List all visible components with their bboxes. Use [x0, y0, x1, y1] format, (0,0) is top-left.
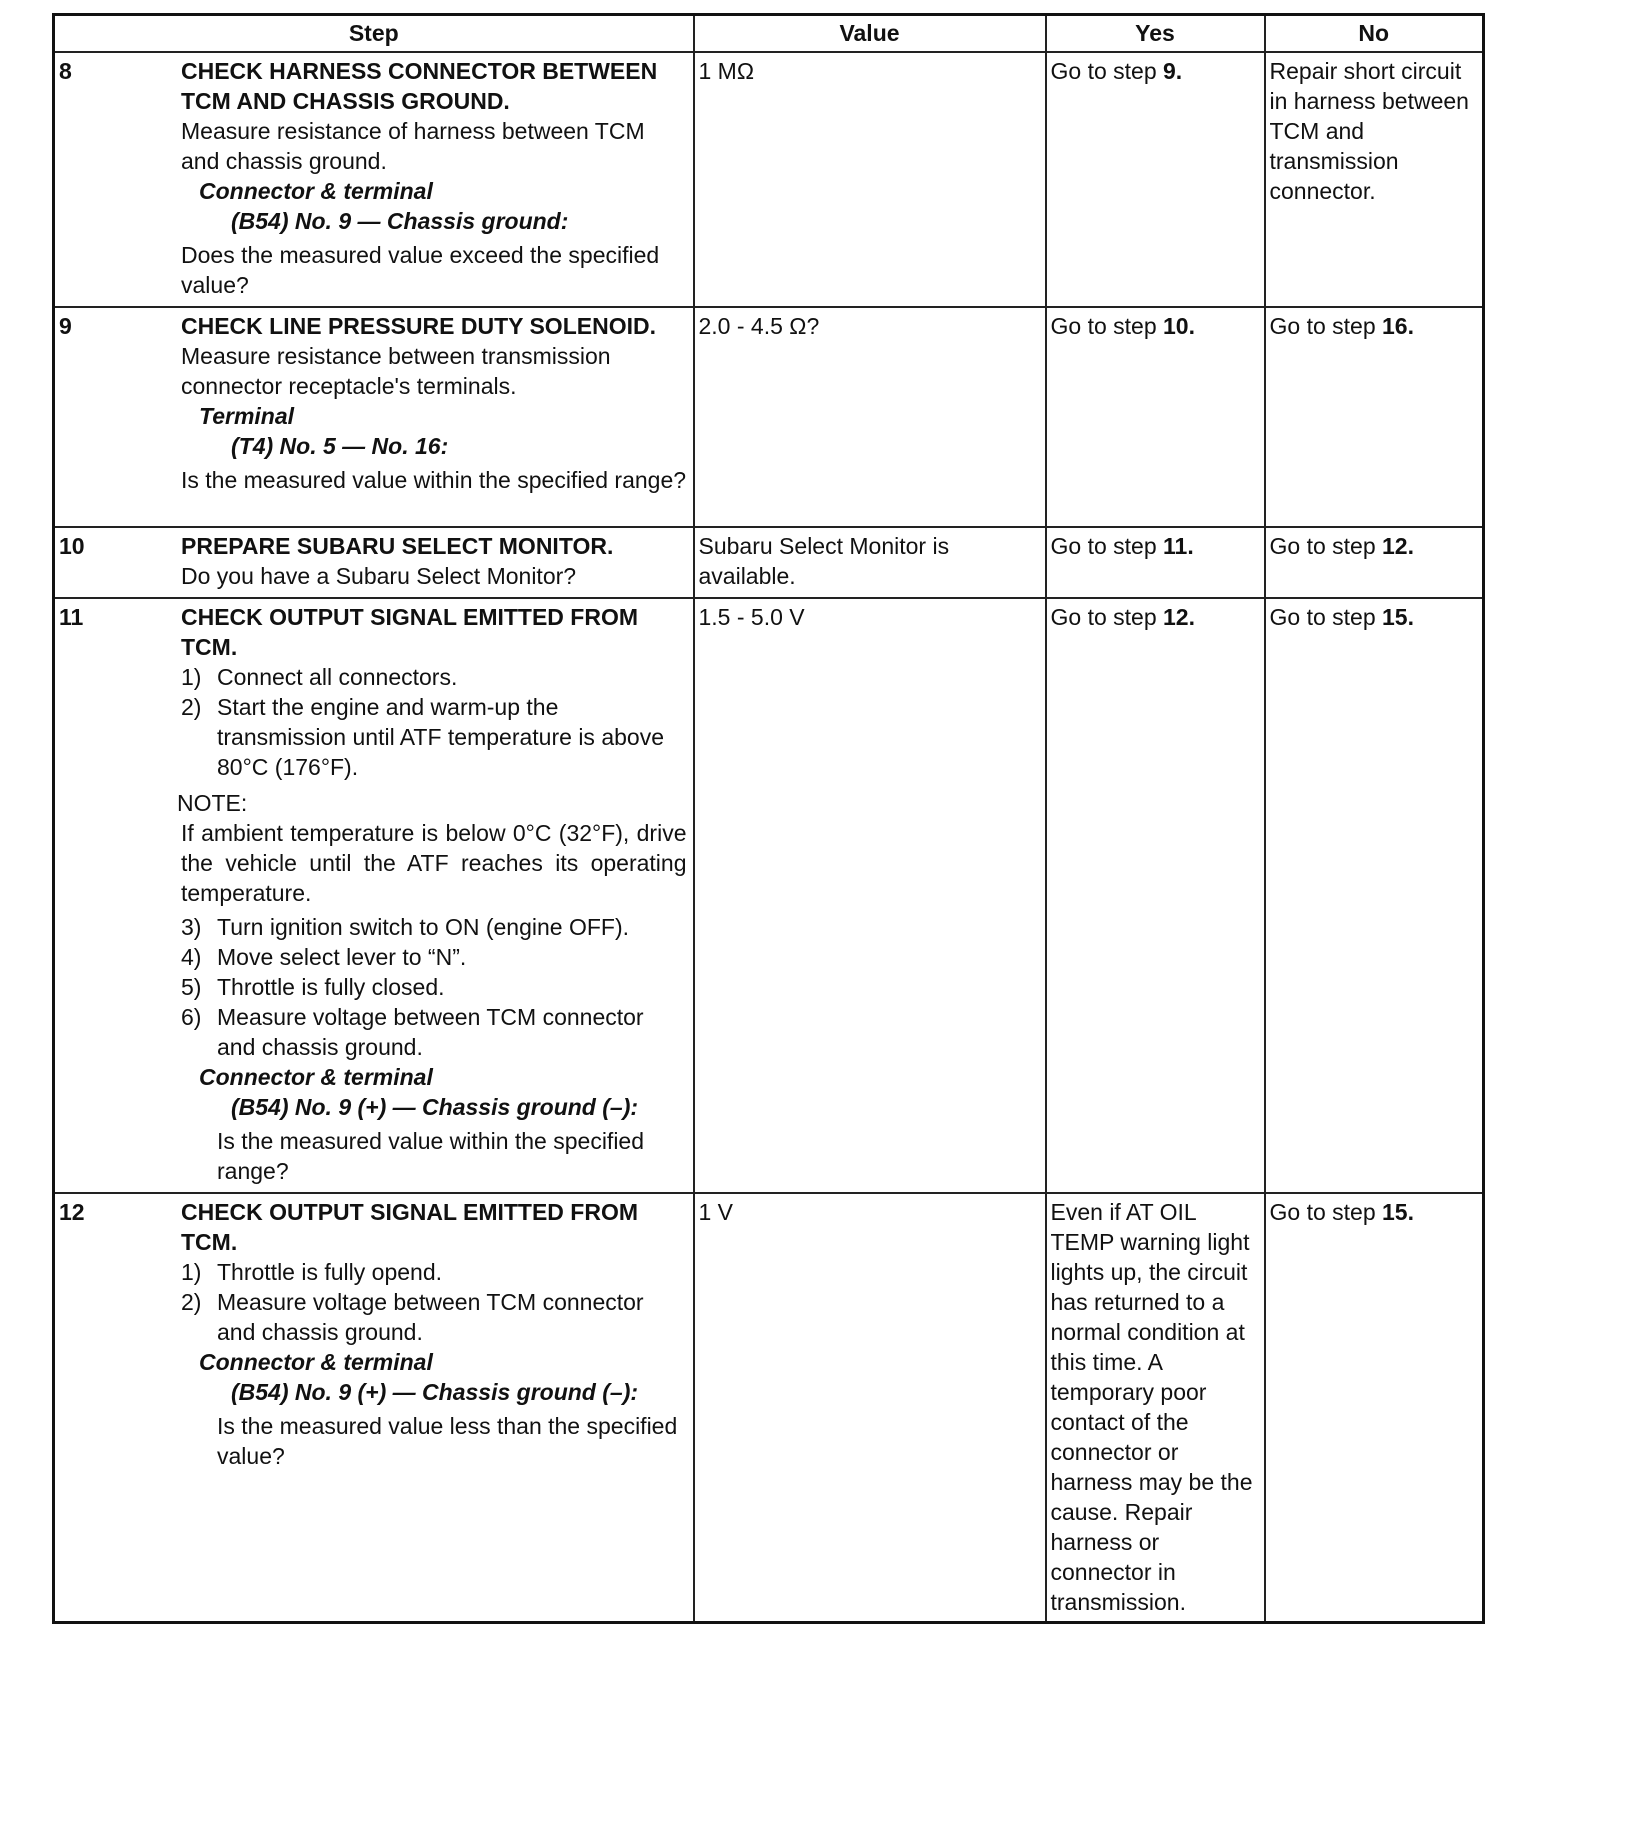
- no-text: Go to step: [1269, 1199, 1383, 1225]
- terminal-spec: (B54) No. 9 — Chassis ground:: [231, 208, 569, 234]
- yes-cell: [1046, 527, 1265, 598]
- list-number: 6): [181, 1004, 202, 1030]
- list-text: Move select lever to “N”.: [217, 944, 467, 970]
- yes-text: Go to step: [1050, 313, 1164, 339]
- list-item: [181, 1002, 687, 1062]
- step-cell: [54, 527, 694, 598]
- yes-step-ref: 11.: [1163, 533, 1194, 559]
- list-text: Start the engine and warm-up the transmission until ATF temperature is above 80°C (176°F).: [217, 694, 664, 780]
- terminal-label: Terminal: [199, 403, 295, 429]
- step-number: 8: [59, 58, 72, 84]
- step-number: 11: [59, 604, 84, 630]
- yes-step-ref: 12.: [1163, 604, 1195, 630]
- step-number: 10: [59, 533, 85, 559]
- no-step-ref: 16.: [1382, 313, 1414, 339]
- list-item: [181, 912, 687, 942]
- yes-step-ref: 9.: [1163, 58, 1183, 84]
- list-number: 4): [181, 944, 202, 970]
- list-text: Measure voltage between TCM connector and chassis ground.: [217, 1004, 644, 1060]
- list-text: Connect all connectors.: [217, 664, 458, 690]
- step-title: CHECK LINE PRESSURE DUTY SOLENOID.: [181, 313, 656, 339]
- list-item: [181, 972, 687, 1002]
- list-text: Throttle is fully closed.: [217, 974, 445, 1000]
- step-cell: [54, 307, 694, 527]
- no-step-ref: 12.: [1382, 533, 1414, 559]
- no-cell: [1265, 1193, 1484, 1623]
- diagnostic-table: [52, 13, 1485, 1624]
- yes-cell: [1046, 307, 1265, 527]
- list-number: 2): [181, 1289, 202, 1315]
- terminal-spec: (T4) No. 5 — No. 16:: [231, 433, 449, 459]
- list-number: 2): [181, 694, 202, 720]
- no-text: Go to step: [1269, 313, 1383, 339]
- step-question: Is the measured value less than the specified value?: [217, 1413, 678, 1469]
- no-step-ref: 15.: [1382, 1199, 1414, 1225]
- no-step-ref: 15.: [1382, 604, 1414, 630]
- step-title: CHECK OUTPUT SIGNAL EMITTED FROM TCM.: [181, 1199, 639, 1255]
- step-description: Measure resistance of harness between TCM and chassis ground.: [181, 118, 645, 174]
- table-row: [54, 527, 1484, 598]
- step-question: Is the measured value within the specified range?: [217, 1128, 645, 1184]
- yes-step-ref: 10.: [1163, 313, 1195, 339]
- no-cell: Repair short circuit in harness between TCM and transmission connector.: [1265, 52, 1484, 307]
- header-row: [54, 15, 1484, 53]
- list-text: Turn ignition switch to ON (engine OFF).: [217, 914, 630, 940]
- header-yes: Yes: [1046, 15, 1265, 53]
- yes-cell: Even if AT OIL TEMP warning light lights up, the circuit has returned to a normal condition at this time. A temporary poor contact of the connector or harness may be the cause. Repair harness or connector in transmission.: [1046, 1193, 1265, 1623]
- yes-text: Go to step: [1050, 604, 1164, 630]
- step-title: CHECK OUTPUT SIGNAL EMITTED FROM TCM.: [181, 604, 639, 660]
- step-number: 12: [59, 1199, 85, 1225]
- header-value: Value: [694, 15, 1046, 53]
- step-cell: [54, 52, 694, 307]
- list-item: [181, 1257, 687, 1287]
- step-title: PREPARE SUBARU SELECT MONITOR.: [181, 533, 614, 559]
- table-row: [54, 52, 1484, 307]
- list-item: [181, 942, 687, 972]
- terminal-spec: (B54) No. 9 (+) — Chassis ground (–):: [231, 1094, 639, 1120]
- note-label: NOTE:: [177, 790, 248, 816]
- header-no: No: [1265, 15, 1484, 53]
- list-item: [181, 692, 687, 782]
- no-text: Go to step: [1269, 533, 1383, 559]
- yes-cell: [1046, 52, 1265, 307]
- list-number: 1): [181, 664, 202, 690]
- value-cell: Subaru Select Monitor is available.: [694, 527, 1046, 598]
- no-cell: [1265, 598, 1484, 1193]
- step-question: Does the measured value exceed the specified value?: [181, 242, 660, 298]
- step-cell: [54, 1193, 694, 1623]
- list-text: Throttle is fully opend.: [217, 1259, 443, 1285]
- list-number: 3): [181, 914, 202, 940]
- step-title: CHECK HARNESS CONNECTOR BETWEEN TCM AND CHASSIS GROUND.: [181, 58, 658, 114]
- list-number: 1): [181, 1259, 202, 1285]
- list-item: [181, 662, 687, 692]
- terminal-spec: (B54) No. 9 (+) — Chassis ground (–):: [231, 1379, 639, 1405]
- no-text: Go to step: [1269, 604, 1383, 630]
- value-cell: 1 MΩ: [694, 52, 1046, 307]
- step-description: Measure resistance between transmission connector receptacle's terminals.: [181, 343, 611, 399]
- yes-text: Go to step: [1050, 533, 1164, 559]
- list-item: [181, 1287, 687, 1347]
- table-row: [54, 598, 1484, 1193]
- connector-label: Connector & terminal: [199, 178, 433, 204]
- header-step: Step: [54, 15, 694, 53]
- note-text: If ambient temperature is below 0°C (32°F), drive the vehicle until the ATF reaches its operating temperature.: [181, 820, 687, 906]
- step-number: 9: [59, 313, 72, 339]
- list-text: Measure voltage between TCM connector and chassis ground.: [217, 1289, 644, 1345]
- value-cell: 1.5 - 5.0 V: [694, 598, 1046, 1193]
- step-question: Is the measured value within the specified range?: [181, 467, 687, 493]
- table-row: [54, 1193, 1484, 1623]
- step-question: Do you have a Subaru Select Monitor?: [181, 563, 577, 589]
- value-cell: 2.0 - 4.5 Ω?: [694, 307, 1046, 527]
- step-cell: [54, 598, 694, 1193]
- yes-cell: [1046, 598, 1265, 1193]
- list-number: 5): [181, 974, 202, 1000]
- yes-text: Go to step: [1050, 58, 1164, 84]
- table-row: [54, 307, 1484, 527]
- connector-label: Connector & terminal: [199, 1064, 433, 1090]
- value-cell: 1 V: [694, 1193, 1046, 1623]
- no-cell: [1265, 307, 1484, 527]
- connector-label: Connector & terminal: [199, 1349, 433, 1375]
- no-cell: [1265, 527, 1484, 598]
